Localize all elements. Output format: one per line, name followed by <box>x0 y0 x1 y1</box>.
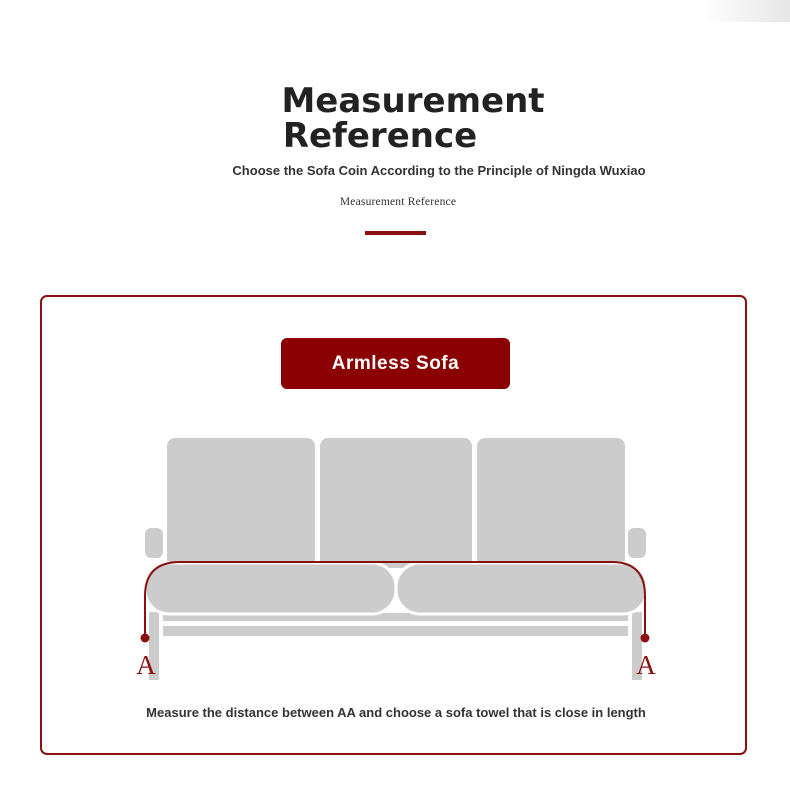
measurement-caption: Measure the distance between AA and choose a sofa towel that is close in length <box>146 705 646 720</box>
seat-rail-bottom <box>163 626 628 636</box>
page-subtitle: Choose the Sofa Coin According to the Principle of Ningda Wuxiao <box>232 163 646 178</box>
point-a-left-label: A <box>136 650 156 680</box>
title-line-1: Measurement <box>281 81 545 121</box>
seat-cushion-left <box>145 563 396 614</box>
back-cushion-left <box>167 438 315 568</box>
point-a-right-label: A <box>636 650 656 680</box>
post-right-top <box>628 528 646 558</box>
point-a-left-dot <box>141 634 150 643</box>
sofa-type-badge: Armless Sofa <box>281 338 510 389</box>
back-cushion-middle <box>320 438 472 568</box>
title-line-2: Reference <box>282 116 478 156</box>
back-cushion-right <box>477 438 625 568</box>
point-a-right-dot <box>641 634 650 643</box>
seat-cushion-right <box>396 563 647 614</box>
post-left-top <box>145 528 163 558</box>
small-reference-label: Measurement Reference <box>339 196 457 208</box>
